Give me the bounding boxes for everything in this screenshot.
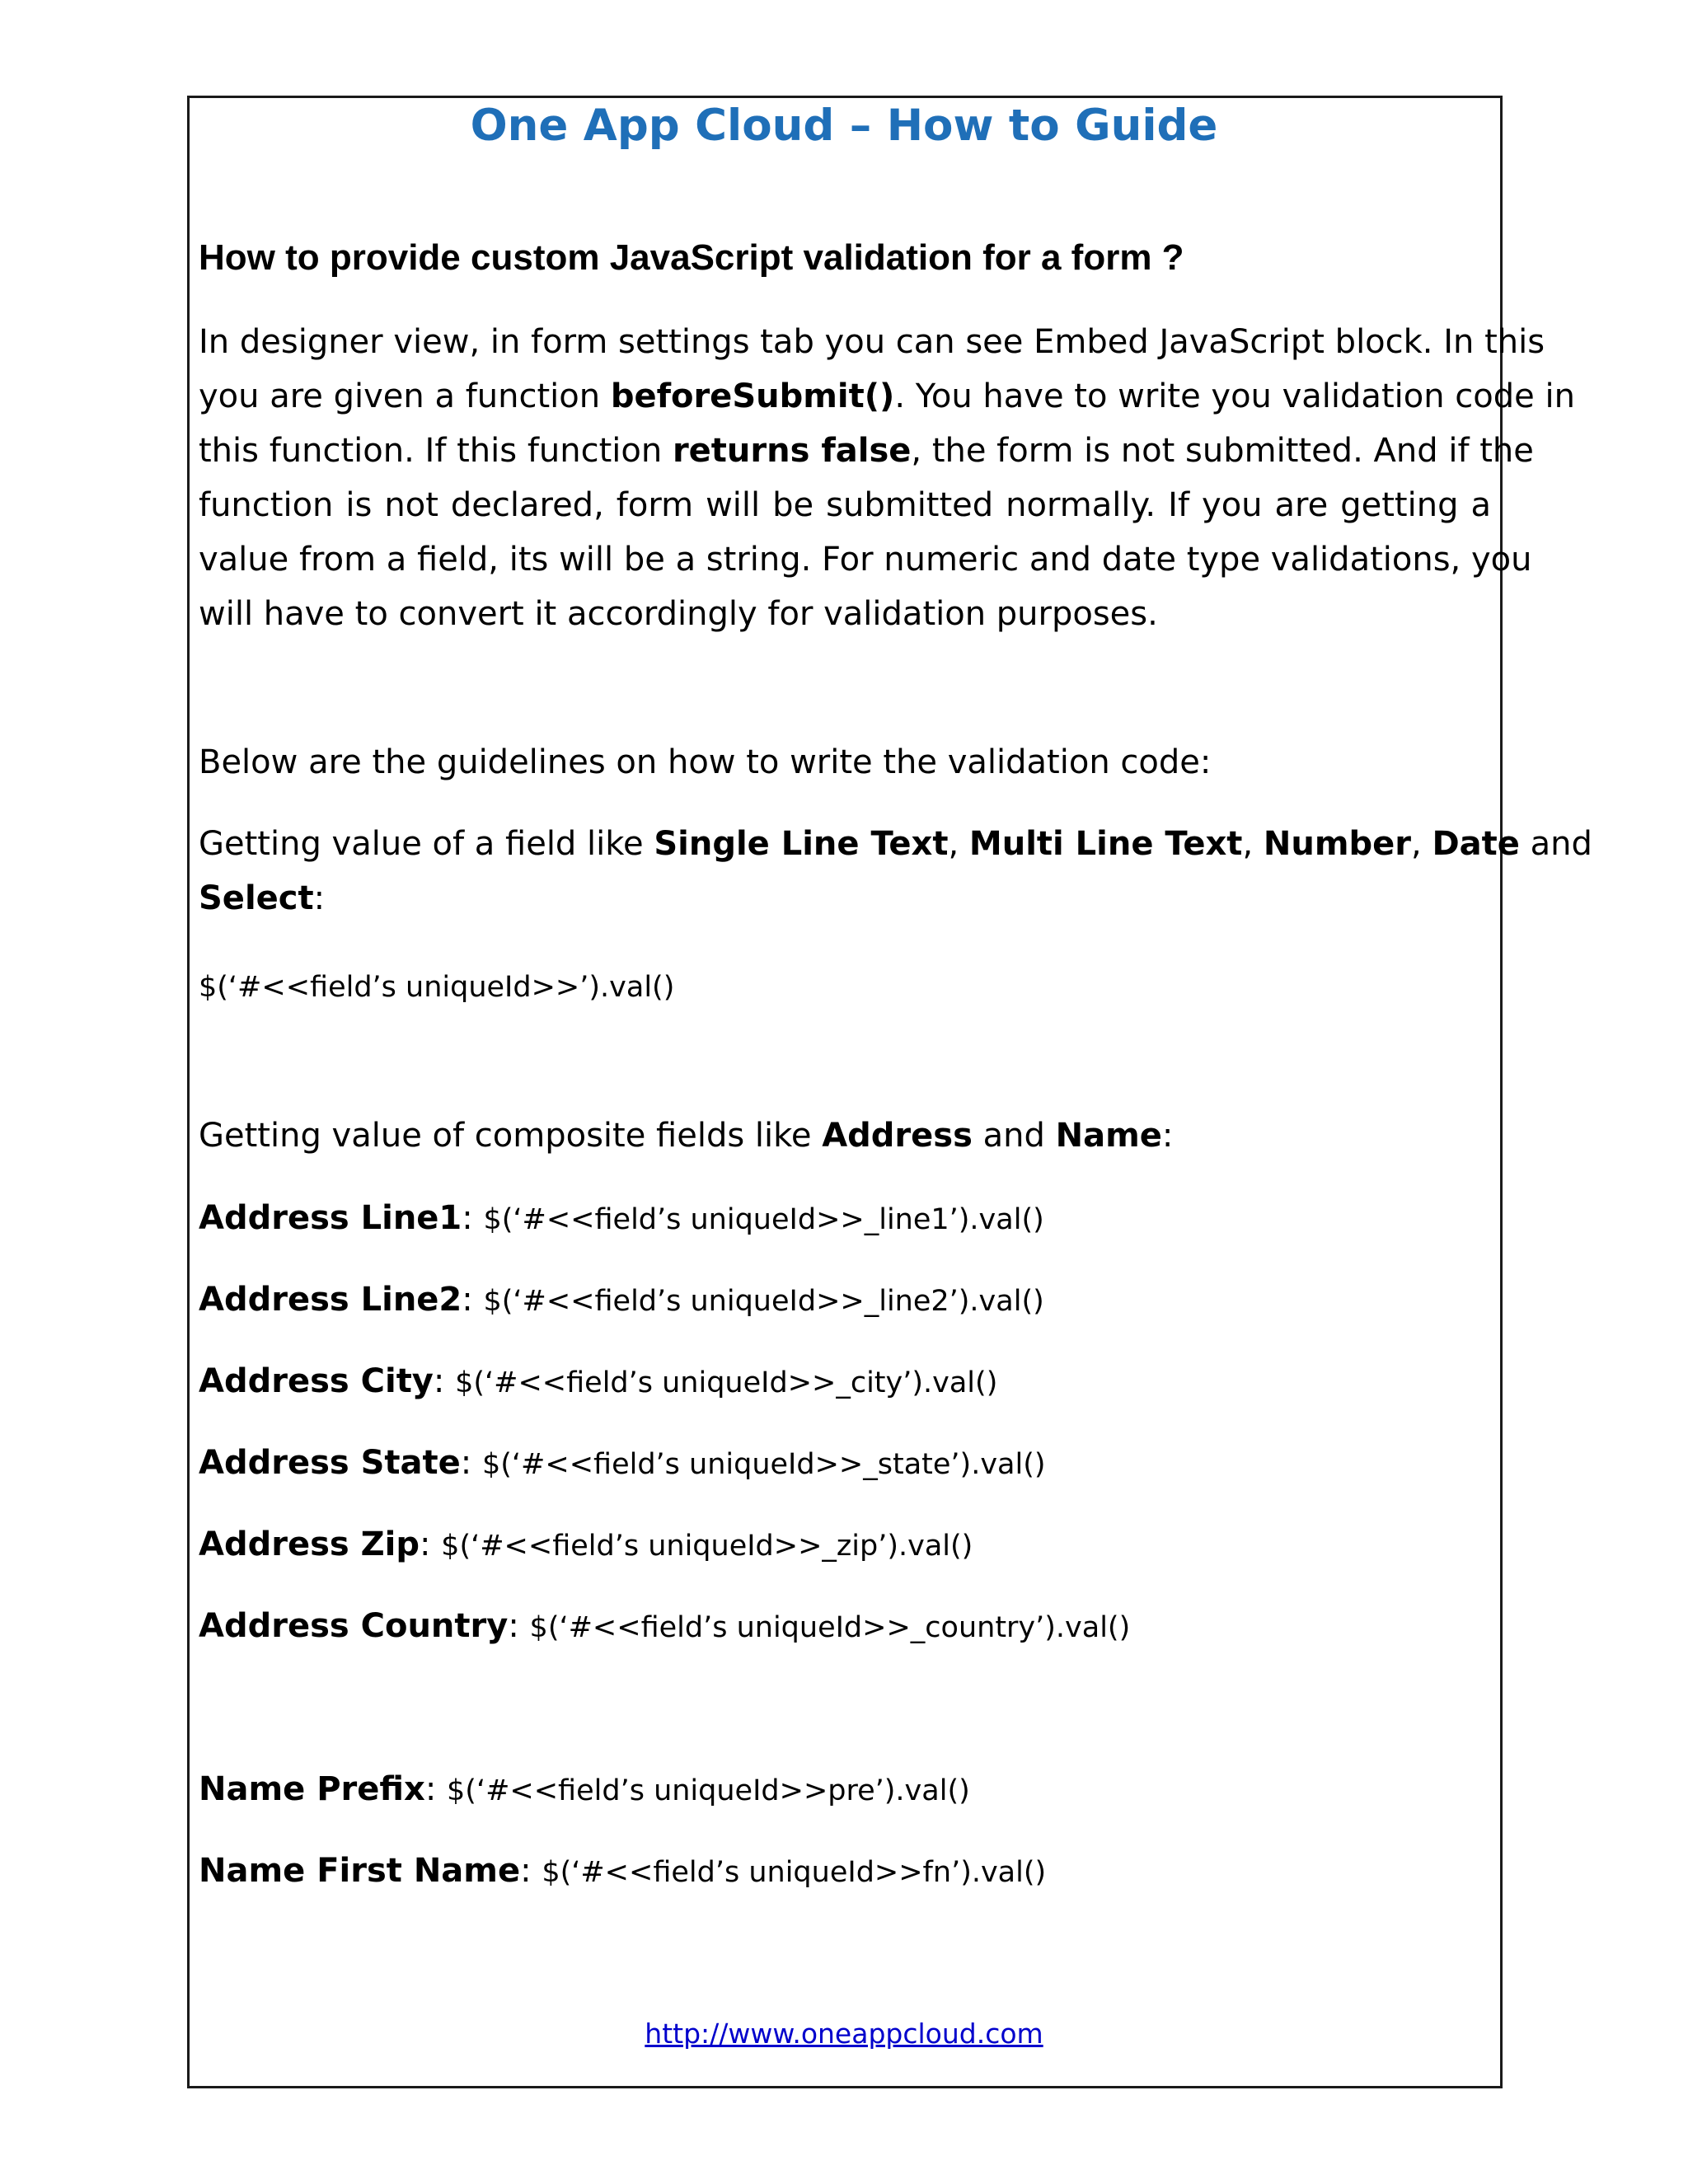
address-city-row: Address City: $(‘#<<field’s uniqueId>>_city’).val() (199, 1362, 998, 1400)
simple-fields-line: Getting value of a field like Single Line Text, Multi Line Text, Number, Date and (199, 825, 1592, 863)
intro-line: function is not declared, form will be submitted normally. If you are getting a (199, 486, 1491, 524)
composite-fields-line: Getting value of composite fields like Address and Name: (199, 1117, 1174, 1155)
address-country-row: Address Country: $(‘#<<field’s uniqueId>>_country’).val() (199, 1607, 1131, 1645)
name-first-name-row: Name First Name: $(‘#<<field’s uniqueId>>fn’).val() (199, 1852, 1047, 1890)
section-heading: How to provide custom JavaScript validation for a form ? (199, 237, 1184, 278)
address-state-row: Address State: $(‘#<<field’s uniqueId>>_state’).val() (199, 1444, 1046, 1482)
address-line2-row: Address Line2: $(‘#<<field’s uniqueId>>_line2’).val() (199, 1281, 1044, 1319)
simple-fields-line: Select: (199, 879, 326, 917)
website-link[interactable]: http://www.oneappcloud.com (645, 2018, 1043, 2050)
intro-paragraph (199, 315, 1575, 641)
returns-false-text: returns false (672, 432, 912, 470)
footer (0, 2018, 1688, 2050)
intro-line: In designer view, in form settings tab you can see Embed JavaScript block. In this (199, 323, 1545, 361)
intro-line: you are given a function beforeSubmit(). You have to write you validation code in (199, 377, 1575, 415)
name-prefix-row: Name Prefix: $(‘#<<field’s uniqueId>>pre’).val() (199, 1770, 970, 1808)
intro-line: this function. If this function returns false, the form is not submitted. And if the (199, 432, 1534, 470)
page-title: One App Cloud – How to Guide (470, 101, 1218, 151)
simple-field-code: $(‘#<<field’s uniqueId>>’).val() (199, 971, 675, 1004)
intro-line: will have to convert it accordingly for validation purposes. (199, 595, 1158, 633)
address-zip-row: Address Zip: $(‘#<<field’s uniqueId>>_zip’).val() (199, 1526, 973, 1563)
function-name: beforeSubmit() (610, 377, 895, 415)
intro-line: value from a field, its will be a string. For numeric and date type validations, you (199, 541, 1532, 579)
guidelines-intro: Below are the guidelines on how to write the validation code: (199, 743, 1212, 781)
address-line1-row: Address Line1: $(‘#<<field’s uniqueId>>_line1’).val() (199, 1199, 1044, 1237)
